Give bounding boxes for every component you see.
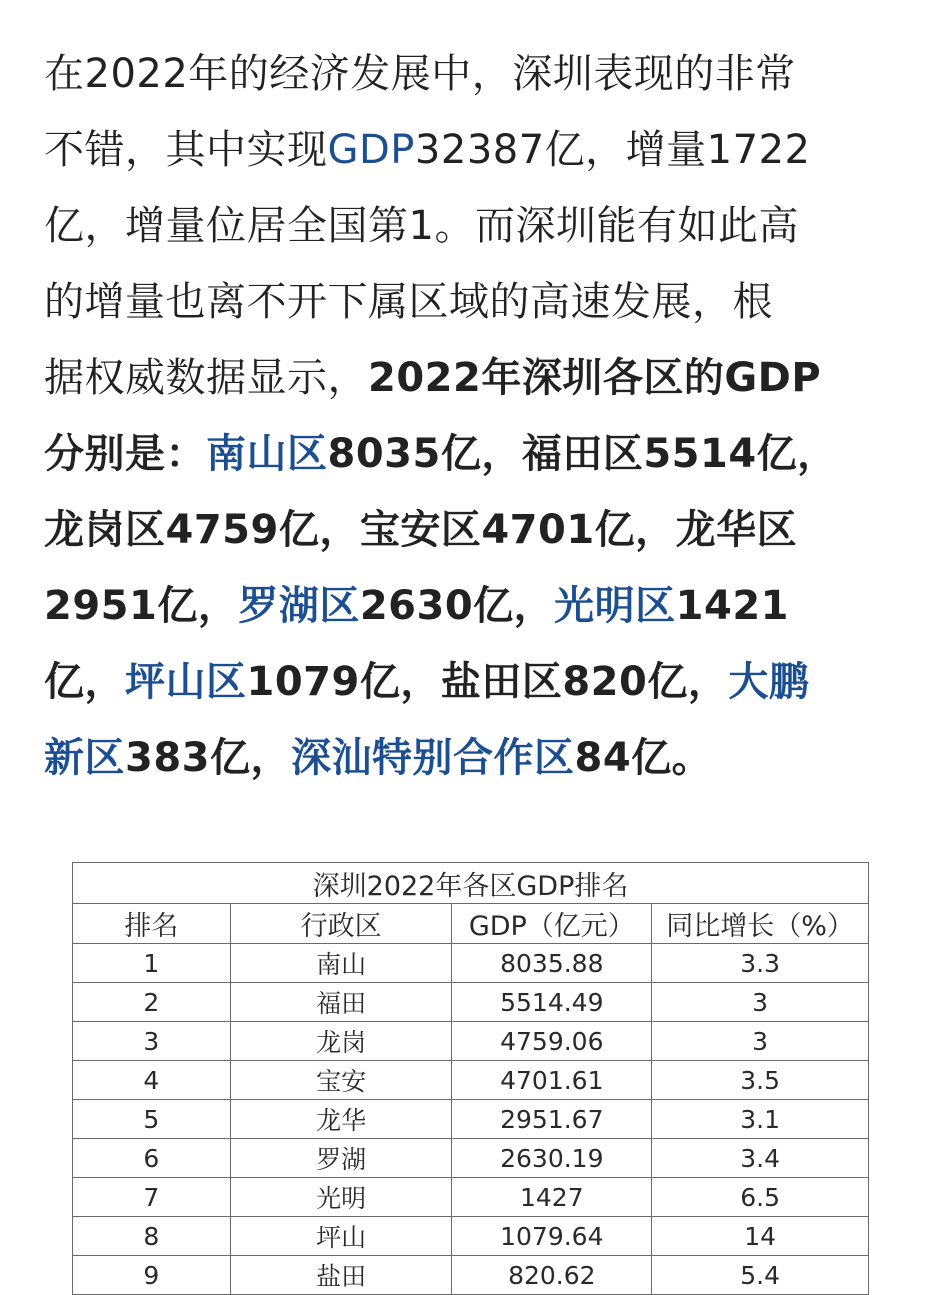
table-row: [73, 1100, 869, 1139]
text-segment: 383亿，: [125, 735, 291, 781]
column-header-gdp: GDP（亿元）: [452, 904, 652, 944]
growth-cell: 6.5: [652, 1178, 869, 1217]
gdp-cell: 4759.06: [452, 1022, 652, 1061]
table-caption: 深圳2022年各区GDP排名: [73, 863, 869, 904]
table-row: [73, 1256, 869, 1295]
gdp-cell: 5514.49: [452, 983, 652, 1022]
district-cell: 福田: [230, 983, 452, 1022]
text-segment: 亿，: [44, 659, 125, 705]
paragraph-line-9: [44, 644, 889, 720]
growth-cell: 3.3: [652, 944, 869, 983]
column-header-rank: 排名: [73, 904, 231, 944]
paragraph-line-3: [44, 188, 889, 264]
dapeng-link-continued[interactable]: 新区: [44, 735, 125, 781]
rank-cell: 6: [73, 1139, 231, 1178]
rank-cell: 8: [73, 1217, 231, 1256]
nanshan-link[interactable]: 南山区: [206, 431, 328, 477]
luohu-link[interactable]: 罗湖区: [238, 583, 360, 629]
gdp-cell: 820.62: [452, 1256, 652, 1295]
district-cell: 龙岗: [230, 1022, 452, 1061]
paragraph-line-10: [44, 720, 889, 796]
text-segment: 分别是：: [44, 431, 206, 477]
text-segment: 84亿。: [574, 735, 713, 781]
guangming-link[interactable]: 光明区: [554, 583, 676, 629]
growth-cell: 3.1: [652, 1100, 869, 1139]
text-segment: 2951亿，: [44, 583, 239, 629]
growth-cell: 3.4: [652, 1139, 869, 1178]
dapeng-link[interactable]: 大鹏: [728, 659, 810, 705]
gdp-cell: 8035.88: [452, 944, 652, 983]
gdp-cell: 2630.19: [452, 1139, 652, 1178]
article-body: [44, 36, 889, 796]
paragraph-line-1: [44, 36, 889, 112]
gdp-cell: 4701.61: [452, 1061, 652, 1100]
paragraph-line-4: [44, 264, 889, 340]
rank-cell: 7: [73, 1178, 231, 1217]
growth-cell: 3: [652, 983, 869, 1022]
text-segment: 亿，增量位居全国第1。而深圳能有如此高: [44, 203, 799, 249]
district-cell: 南山: [230, 944, 452, 983]
table-row: [73, 1217, 869, 1256]
rank-cell: 9: [73, 1256, 231, 1295]
column-header-growth: 同比增长（%）: [652, 904, 869, 944]
rank-cell: 3: [73, 1022, 231, 1061]
growth-cell: 5.4: [652, 1256, 869, 1295]
gdp-cell: 1427: [452, 1178, 652, 1217]
growth-cell: 3.5: [652, 1061, 869, 1100]
rank-cell: 4: [73, 1061, 231, 1100]
text-segment: 32387亿，增量1722: [414, 127, 811, 173]
table-row: [73, 1022, 869, 1061]
gdp-cell: 1079.64: [452, 1217, 652, 1256]
text-segment: 龙岗区4759亿，宝安区4701亿，龙华区: [44, 507, 798, 553]
column-header-district: 行政区: [230, 904, 452, 944]
bold-text-segment: 2022年深圳各区的GDP: [368, 355, 822, 401]
text-segment: 1421: [675, 583, 789, 629]
text-segment: 2630亿，: [359, 583, 555, 629]
district-cell: 盐田: [230, 1256, 452, 1295]
paragraph-line-8: [44, 568, 889, 644]
district-cell: 坪山: [230, 1217, 452, 1256]
paragraph-line-5: [44, 340, 889, 416]
table-row: [73, 1061, 869, 1100]
table-row: [73, 1139, 869, 1178]
growth-cell: 3: [652, 1022, 869, 1061]
district-cell: 龙华: [230, 1100, 452, 1139]
text-segment: 的增量也离不开下属区域的高速发展，根: [44, 279, 773, 325]
pingshan-link[interactable]: 坪山区: [125, 659, 247, 705]
gdp-ranking-table: [72, 862, 869, 1295]
rank-cell: 2: [73, 983, 231, 1022]
table-row: [73, 1178, 869, 1217]
rank-cell: 1: [73, 944, 231, 983]
district-cell: 光明: [230, 1178, 452, 1217]
text-segment: 8035亿，福田区5514亿，: [327, 431, 838, 477]
growth-cell: 14: [652, 1217, 869, 1256]
paragraph-line-6: [44, 416, 889, 492]
text-segment: 据权威数据显示，: [44, 355, 368, 401]
gdp-link[interactable]: GDP: [327, 127, 415, 173]
table-row: [73, 944, 869, 983]
text-segment: 在2022年的经济发展中，深圳表现的非常: [44, 51, 796, 97]
district-cell: 罗湖: [230, 1139, 452, 1178]
shenshan-link[interactable]: 深汕特别合作区: [291, 735, 575, 781]
paragraph-line-7: [44, 492, 889, 568]
table-row: [73, 983, 869, 1022]
gdp-cell: 2951.67: [452, 1100, 652, 1139]
text-segment: 不错，其中实现: [44, 127, 328, 173]
paragraph-line-2: [44, 112, 889, 188]
gdp-ranking-table-image: [72, 862, 869, 1295]
text-segment: 1079亿，盐田区820亿，: [246, 659, 729, 705]
rank-cell: 5: [73, 1100, 231, 1139]
district-cell: 宝安: [230, 1061, 452, 1100]
